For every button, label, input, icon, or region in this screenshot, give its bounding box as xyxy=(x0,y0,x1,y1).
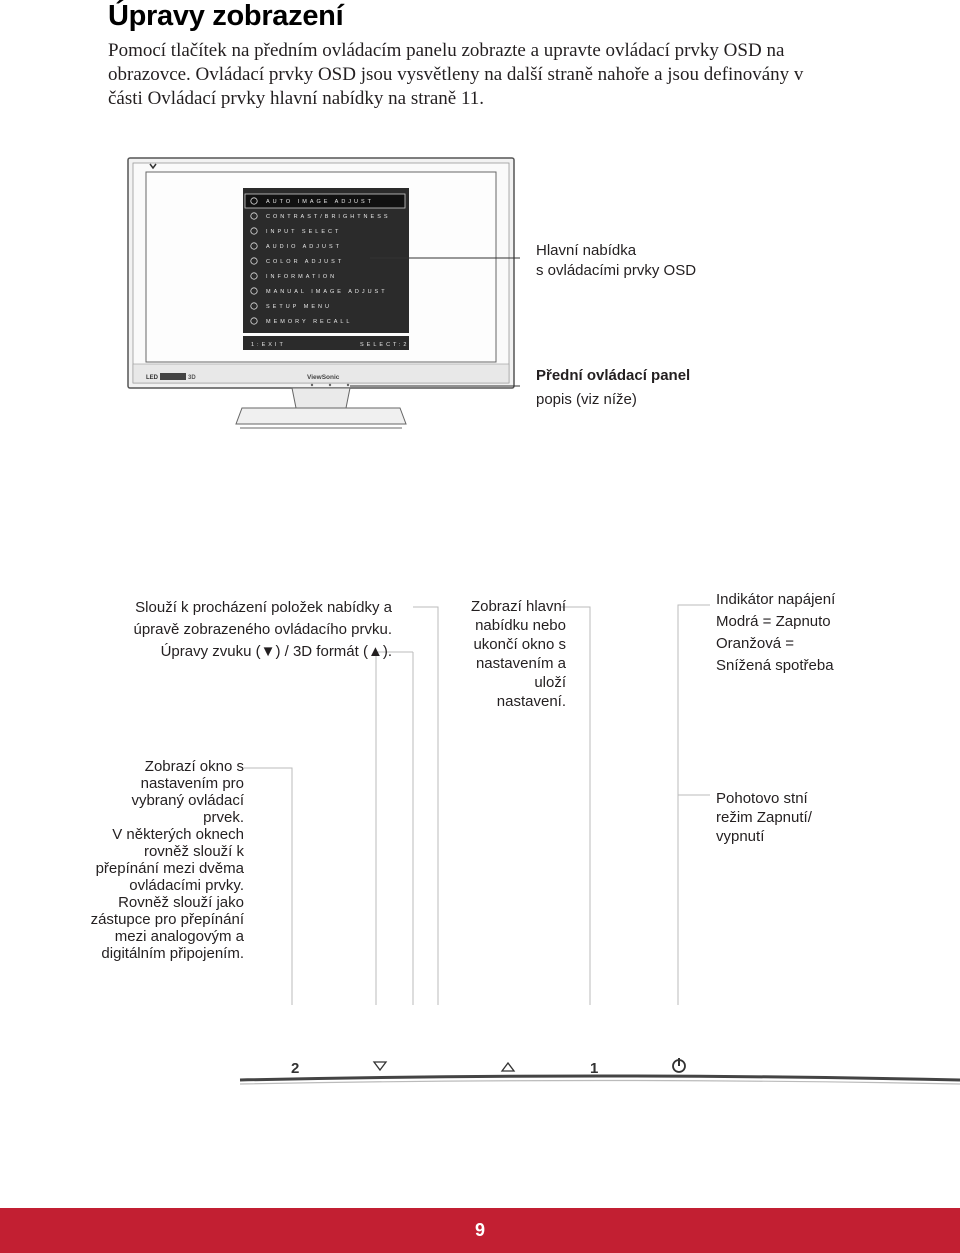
button1-callout xyxy=(440,597,566,711)
callout-line: nastavením a xyxy=(475,655,566,672)
osd-exit-label: 1:EXIT xyxy=(251,342,286,348)
up-triangle-icon xyxy=(502,1063,514,1071)
callout-line: vybraný ovládací xyxy=(131,792,244,809)
page-title: Úpravy zobrazení xyxy=(108,0,344,32)
arrow-buttons-callout: Slouží k procházení položek nabídky a úpravě zobrazeného ovládacího prvku. Úpravy zvuku (▼) / 3D formát (▲). xyxy=(133,599,392,660)
osd-menu-item: COLOR ADJUST xyxy=(266,259,345,265)
osd-menu-item: CONTRAST/BRIGHTNESS xyxy=(266,214,391,220)
callout-line: digitálním připojením. xyxy=(101,945,244,962)
power-icon xyxy=(673,1058,685,1072)
power-led-callout xyxy=(716,589,896,677)
osd-menu-item: AUTO IMAGE ADJUST xyxy=(266,199,375,205)
callout-line: přepínání mezi dvěma xyxy=(95,860,244,877)
monitor-stand-neck xyxy=(292,388,350,408)
page-number: 9 xyxy=(474,1220,485,1240)
callout-line: rovněž slouží k xyxy=(143,843,244,860)
callout-line: Pohotovo stní xyxy=(716,790,808,807)
callout-line: ukončí okno s xyxy=(473,636,566,653)
down-triangle-icon xyxy=(374,1062,386,1070)
callout-line: nabídku nebo xyxy=(475,617,566,634)
front-panel-callout: Přední ovládací panel popis (viz níže) xyxy=(536,367,691,408)
power-button-callout xyxy=(716,789,896,846)
callout-line: Indikátor napájení xyxy=(716,591,836,608)
hdmi-badge xyxy=(160,373,186,380)
osd-menu-item: AUDIO ADJUST xyxy=(266,244,343,250)
osd-main-callout: Hlavní nabídka s ovládacími prvky OSD xyxy=(536,242,697,279)
callout-line: nastavení. xyxy=(496,693,566,710)
callout-line: zástupce pro přepínání xyxy=(90,911,244,928)
osd-menu-item: INFORMATION xyxy=(266,274,338,280)
callout-line: mezi analogovým a xyxy=(114,928,244,945)
osd-menu-item: MANUAL IMAGE ADJUST xyxy=(266,289,388,295)
monitor-stand-base xyxy=(236,408,406,424)
callout-line: prvek. xyxy=(203,809,244,826)
panel-button-2: 2 xyxy=(291,1060,300,1077)
callout-line: V některých oknech xyxy=(112,826,244,843)
callout-line: nastavením pro xyxy=(140,775,244,792)
callout-line: Modrá = Zapnuto xyxy=(716,613,831,630)
osd-menu-item: SETUP MENU xyxy=(266,304,332,310)
badge-3d: 3D xyxy=(188,375,196,381)
callout-line: Oranžová = xyxy=(716,635,794,652)
panel-button-1: 1 xyxy=(590,1060,599,1077)
button2-callout xyxy=(60,758,244,962)
osd-menu-item: INPUT SELECT xyxy=(266,229,342,235)
callout-line: vypnutí xyxy=(716,828,765,845)
callout-line: Zobrazí hlavní xyxy=(470,598,566,615)
callout-line: Snížená spotřeba xyxy=(716,657,834,674)
callout-line: ovládacími prvky. xyxy=(129,877,244,894)
callout-line: Rovněž slouží jako xyxy=(118,894,244,911)
brand-name: ViewSonic xyxy=(307,374,340,381)
osd-select-label: SELECT:2 xyxy=(360,342,410,348)
led-badge: LED xyxy=(146,375,158,381)
osd-menu-item: MEMORY RECALL xyxy=(266,319,353,325)
intro-paragraph: Pomocí tlačítek na předním ovládacím panelu zobrazte a upravte ovládací prvky OSD na obrazovce. Ovládací prvky OSD jsou vysvětleny na další straně nahoře a jsou definovány v části Ovládací prvky hlavní nabídky na straně 11. xyxy=(108,40,804,109)
callout-line: uloží xyxy=(534,674,566,691)
callout-line: režim Zapnutí/ xyxy=(716,809,812,826)
callout-line: Zobrazí okno s xyxy=(144,758,244,775)
